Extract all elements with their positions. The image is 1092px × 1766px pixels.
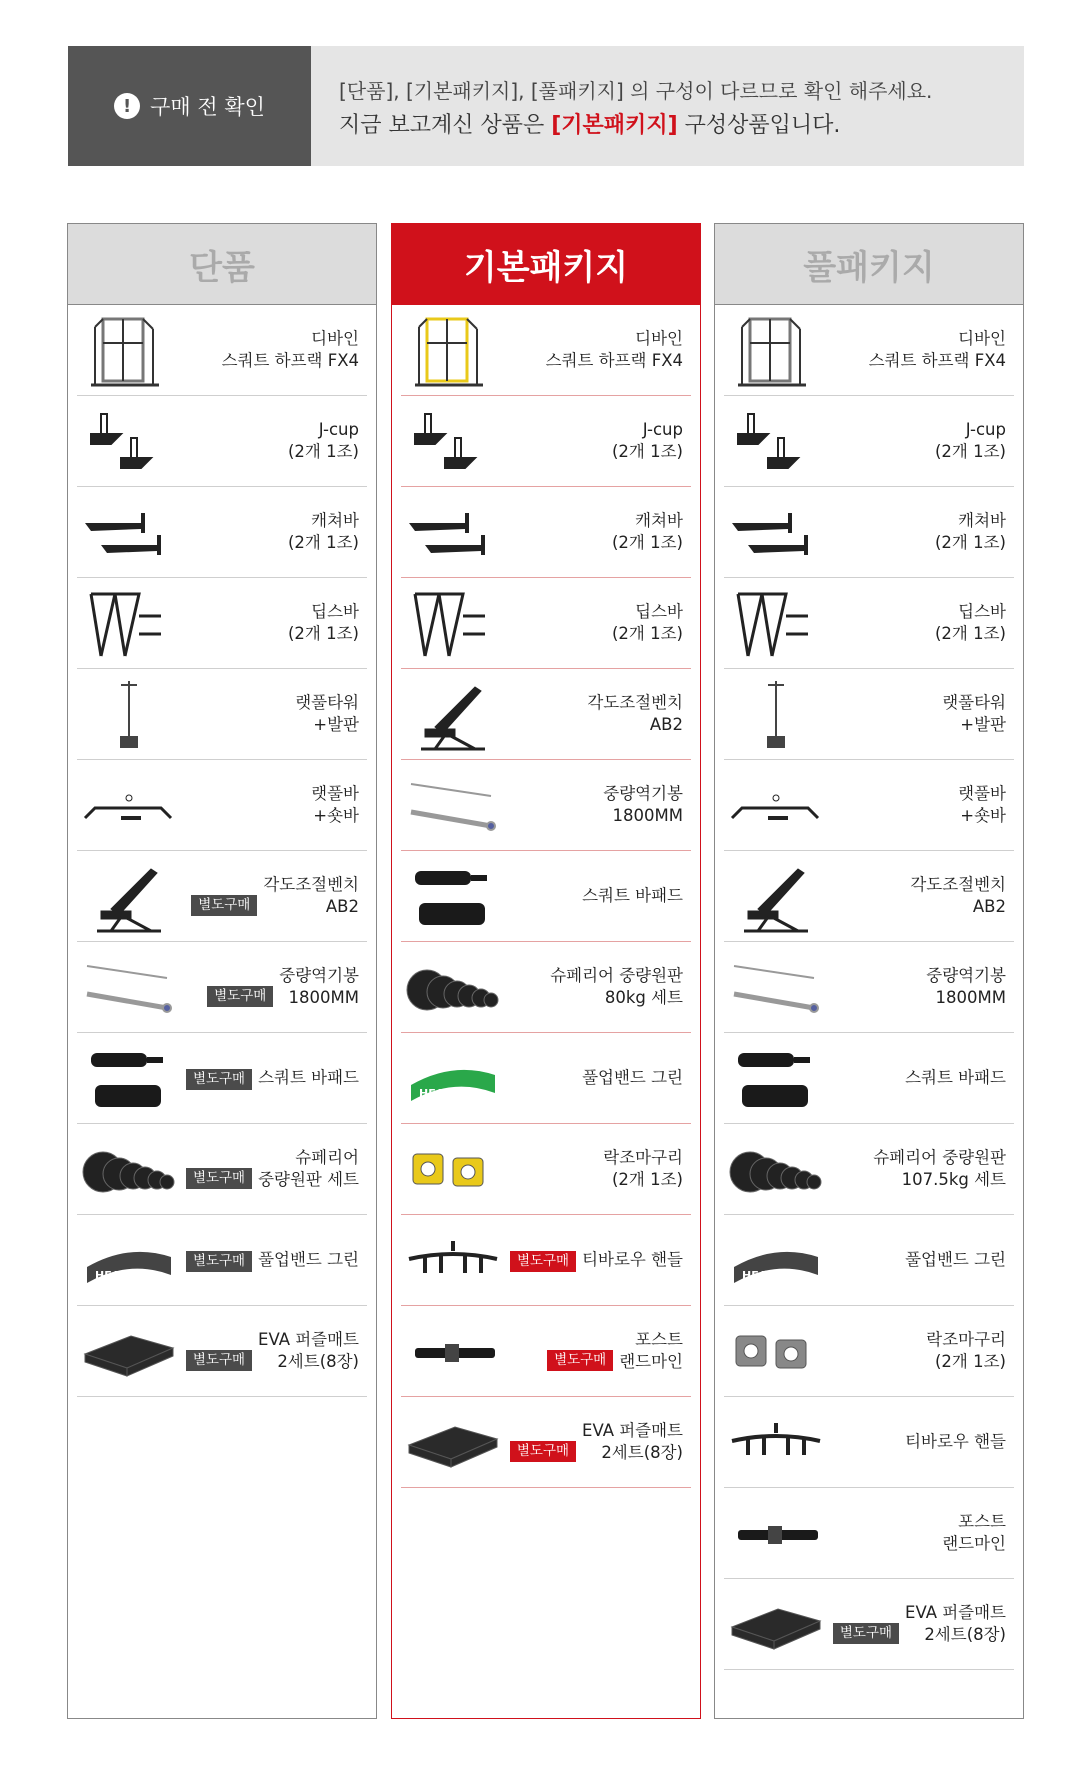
product-name-line: 2세트(8장) — [601, 1443, 683, 1462]
product-name-line: (2개 1조) — [288, 533, 359, 552]
product-name-line: 티바로우 핸들 — [582, 1250, 683, 1269]
product-name-line: 각도조절벤치 — [263, 875, 359, 894]
j-cup-icon — [81, 404, 177, 478]
svg-text:HEALTH: HEALTH — [742, 1269, 790, 1282]
puzzle-mat-icon — [405, 1405, 501, 1479]
product-name-line: 딥스바 — [635, 602, 683, 621]
barbell-icon — [405, 768, 501, 842]
product-row — [401, 1033, 691, 1124]
product-name-line: AB2 — [649, 715, 683, 734]
product-row — [401, 851, 691, 942]
product-name — [288, 396, 359, 486]
product-name-line: (2개 1조) — [612, 533, 683, 552]
catcher-bar-icon — [728, 495, 824, 569]
product-row — [724, 760, 1014, 851]
puzzle-mat-icon — [81, 1314, 177, 1388]
lat-pull-tower-icon — [728, 677, 824, 751]
t-bar-row-handle-icon — [728, 1405, 824, 1479]
power-rack-icon — [81, 313, 177, 387]
pullup-band-icon — [728, 1223, 824, 1297]
product-name-line: 풀업밴드 그린 — [905, 1250, 1006, 1269]
product-name — [258, 1215, 359, 1305]
product-name-line: 딥스바 — [311, 602, 359, 621]
column-full-package — [714, 223, 1024, 1719]
product-name-line: 스쿼트 바패드 — [582, 886, 683, 905]
power-rack-icon — [728, 313, 824, 387]
svg-text:HEALTH: HEALTH — [95, 1269, 143, 1282]
product-row — [77, 1033, 367, 1124]
catcher-bar-icon — [405, 495, 501, 569]
product-row — [724, 396, 1014, 487]
product-name-line: 랜드마인 — [619, 1352, 683, 1371]
lat-pull-bar-icon — [81, 768, 177, 842]
product-name-line: 1800MM — [612, 806, 683, 825]
catcher-bar-icon — [81, 495, 177, 569]
separate-purchase-badge: 별도구매 — [547, 1350, 613, 1371]
product-row — [401, 760, 691, 851]
product-row — [724, 1215, 1014, 1306]
product-name — [258, 1124, 359, 1214]
product-name — [546, 305, 683, 395]
notice-line-1: [단품], [기본패키지], [풀패키지] 의 구성이 다르므로 확인 해주세요. — [339, 79, 933, 103]
separate-purchase-badge: 별도구매 — [186, 1350, 252, 1371]
product-name-line: 107.5kg 세트 — [901, 1170, 1006, 1189]
product-row — [401, 578, 691, 669]
column-single — [67, 223, 377, 1719]
product-name-line: 디바인 — [958, 329, 1006, 348]
dip-bar-icon — [81, 586, 177, 660]
product-row — [77, 487, 367, 578]
product-name — [582, 1215, 683, 1305]
product-row — [77, 1124, 367, 1215]
weight-plates-icon — [728, 1132, 824, 1206]
product-name-line: EVA 퍼즐매트 — [905, 1603, 1006, 1622]
product-name — [935, 487, 1006, 577]
pullup-band-icon — [81, 1223, 177, 1297]
product-row — [77, 305, 367, 396]
dip-bar-icon — [728, 586, 824, 660]
product-name-line: 슈페리어 중량원판 — [873, 1148, 1006, 1167]
product-name — [935, 396, 1006, 486]
product-name — [942, 669, 1006, 759]
column-title: 기본패키지 — [392, 224, 700, 305]
product-row — [724, 851, 1014, 942]
product-row — [77, 396, 367, 487]
product-name-line: AB2 — [325, 897, 359, 916]
dip-bar-icon — [405, 586, 501, 660]
exclamation-icon: ! — [114, 93, 140, 119]
product-name — [926, 942, 1006, 1032]
squat-pad-icon — [81, 1041, 177, 1115]
product-name — [582, 1033, 683, 1123]
product-name — [619, 1306, 683, 1396]
product-name-line: 중량역기봉 — [603, 784, 683, 803]
product-row — [724, 1579, 1014, 1670]
product-name — [869, 305, 1006, 395]
product-name-line: (2개 1조) — [935, 533, 1006, 552]
product-row — [724, 1397, 1014, 1488]
product-row — [724, 578, 1014, 669]
product-row — [401, 1215, 691, 1306]
product-name — [612, 396, 683, 486]
product-name — [311, 760, 359, 850]
adjustable-bench-icon — [405, 677, 501, 751]
product-name-line: EVA 퍼즐매트 — [582, 1421, 683, 1440]
separate-purchase-badge: 별도구매 — [186, 1168, 252, 1189]
product-name-line: 캐쳐바 — [311, 511, 359, 530]
product-name-line: 80kg 세트 — [604, 988, 683, 1007]
notice-line-2 — [339, 108, 1024, 144]
product-name-line: 랫풀바 — [311, 784, 359, 803]
adjustable-bench-icon — [81, 859, 177, 933]
product-name — [258, 1033, 359, 1123]
product-row — [77, 578, 367, 669]
product-row — [401, 1397, 691, 1488]
product-name-line: 디바인 — [635, 329, 683, 348]
product-name-line: 랫풀타워 — [942, 693, 1006, 712]
product-name — [603, 1124, 683, 1214]
product-name-line: 스쿼트 하프랙 FX4 — [868, 351, 1006, 370]
product-name — [582, 851, 683, 941]
product-row — [401, 305, 691, 396]
product-name-line: 각도조절벤치 — [910, 875, 1006, 894]
product-name — [587, 669, 683, 759]
product-name — [942, 1488, 1006, 1578]
product-name — [258, 1306, 359, 1396]
t-bar-row-handle-icon — [405, 1223, 501, 1297]
product-name-line: 각도조절벤치 — [587, 693, 683, 712]
product-name — [905, 1579, 1006, 1669]
product-name — [582, 1397, 683, 1487]
product-row — [401, 1306, 691, 1397]
product-name — [603, 760, 683, 850]
separate-purchase-badge: 별도구매 — [510, 1441, 576, 1462]
product-row — [724, 942, 1014, 1033]
product-name-line: 락조마구리 — [926, 1330, 1006, 1349]
product-name — [935, 578, 1006, 668]
notice-line-2-post: 구성상품입니다. — [677, 113, 841, 138]
product-name-line: EVA 퍼즐매트 — [258, 1330, 359, 1349]
product-name-line: (2개 1조) — [612, 624, 683, 643]
product-name — [550, 942, 683, 1032]
separate-purchase-badge: 별도구매 — [186, 1251, 252, 1272]
product-name-line: 중량역기봉 — [926, 966, 1006, 985]
notice-line-2-pre: 지금 보고계신 상품은 — [339, 113, 552, 138]
product-name-line: 디바인 — [311, 329, 359, 348]
separate-purchase-badge: 별도구매 — [191, 895, 257, 916]
product-name-line: (2개 1조) — [935, 1352, 1006, 1371]
product-name-line: 1800MM — [288, 988, 359, 1007]
product-row — [401, 669, 691, 760]
product-name-line: (2개 1조) — [288, 442, 359, 461]
product-name — [905, 1033, 1006, 1123]
product-row — [401, 487, 691, 578]
product-name-line: +숏바 — [960, 806, 1006, 825]
product-name-line: 랜드마인 — [942, 1534, 1006, 1553]
product-row — [77, 1306, 367, 1397]
product-row — [724, 487, 1014, 578]
product-name — [295, 669, 359, 759]
product-name-line: +발판 — [960, 715, 1006, 734]
separate-purchase-badge: 별도구매 — [510, 1251, 576, 1272]
column-basic-package — [391, 223, 701, 1719]
product-name-line: 스쿼트 하프랙 FX4 — [221, 351, 359, 370]
product-name-line: (2개 1조) — [612, 442, 683, 461]
product-name-line: 슈페리어 — [295, 1148, 359, 1167]
product-name-line: AB2 — [972, 897, 1006, 916]
separate-purchase-badge: 별도구매 — [186, 1069, 252, 1090]
product-name-line: 중량원판 세트 — [258, 1170, 359, 1189]
lat-pull-bar-icon — [728, 768, 824, 842]
product-name — [612, 487, 683, 577]
puzzle-mat-icon — [728, 1587, 824, 1661]
product-name-line: 1800MM — [935, 988, 1006, 1007]
product-name — [288, 487, 359, 577]
product-row — [724, 1033, 1014, 1124]
barbell-icon — [728, 950, 824, 1024]
product-name-line: 티바로우 핸들 — [905, 1432, 1006, 1451]
product-name-line: 랫풀타워 — [295, 693, 359, 712]
product-name-line: J-cup — [318, 420, 359, 439]
lock-collar-icon — [405, 1132, 501, 1206]
product-name-line: 포스트 — [635, 1330, 683, 1349]
product-name — [958, 760, 1006, 850]
notice-label: 구매 전 확인 — [150, 95, 265, 119]
purchase-notice — [68, 46, 1024, 166]
product-name-line: 슈페리어 중량원판 — [550, 966, 683, 985]
product-name-line: 풀업밴드 그린 — [258, 1250, 359, 1269]
column-title: 풀패키지 — [715, 224, 1023, 305]
product-name-line: (2개 1조) — [935, 442, 1006, 461]
svg-text:HEALTH: HEALTH — [419, 1087, 467, 1100]
product-name — [910, 851, 1006, 941]
product-name-line: (2개 1조) — [288, 624, 359, 643]
notice-label-box — [68, 46, 311, 166]
product-name — [926, 1306, 1006, 1396]
product-row — [77, 851, 367, 942]
product-name-line: 랫풀바 — [958, 784, 1006, 803]
product-name-line: 딥스바 — [958, 602, 1006, 621]
product-row — [724, 669, 1014, 760]
product-name-line: J-cup — [965, 420, 1006, 439]
product-row — [724, 305, 1014, 396]
product-name-line: 캐쳐바 — [635, 511, 683, 530]
notice-message — [311, 46, 1024, 166]
product-name-line: 풀업밴드 그린 — [582, 1068, 683, 1087]
pullup-band-icon — [405, 1041, 501, 1115]
product-name — [905, 1397, 1006, 1487]
product-name — [288, 578, 359, 668]
j-cup-icon — [728, 404, 824, 478]
product-row — [401, 1124, 691, 1215]
product-name — [905, 1215, 1006, 1305]
product-row — [77, 760, 367, 851]
product-row — [724, 1488, 1014, 1579]
product-row — [724, 1124, 1014, 1215]
j-cup-icon — [405, 404, 501, 478]
separate-purchase-badge: 별도구매 — [833, 1623, 899, 1644]
product-name-line: +숏바 — [313, 806, 359, 825]
product-name — [222, 305, 359, 395]
product-name-line: 스쿼트 하프랙 FX4 — [545, 351, 683, 370]
product-name — [263, 851, 359, 941]
product-name — [873, 1124, 1006, 1214]
squat-pad-icon — [405, 859, 501, 933]
squat-pad-icon — [728, 1041, 824, 1115]
product-name-line: 2세트(8장) — [277, 1352, 359, 1371]
product-name-line: 스쿼트 바패드 — [905, 1068, 1006, 1087]
landmine-icon — [728, 1496, 824, 1570]
notice-highlight: [기본패키지] — [551, 113, 678, 138]
power-rack-icon — [405, 313, 501, 387]
product-name-line: (2개 1조) — [612, 1170, 683, 1189]
product-row — [77, 942, 367, 1033]
column-title: 단품 — [68, 224, 376, 305]
product-name-line: 캐쳐바 — [958, 511, 1006, 530]
separate-purchase-badge: 별도구매 — [207, 986, 273, 1007]
product-row — [77, 1215, 367, 1306]
product-row — [401, 942, 691, 1033]
product-name — [612, 578, 683, 668]
lat-pull-tower-icon — [81, 677, 177, 751]
barbell-icon — [81, 950, 177, 1024]
product-name-line: 락조마구리 — [603, 1148, 683, 1167]
product-name-line: J-cup — [642, 420, 683, 439]
product-name-line: (2개 1조) — [935, 624, 1006, 643]
product-row — [724, 1306, 1014, 1397]
landmine-icon — [405, 1314, 501, 1388]
product-name-line: 중량역기봉 — [279, 966, 359, 985]
product-row — [77, 669, 367, 760]
lock-collar-icon — [728, 1314, 824, 1388]
product-name-line: 스쿼트 바패드 — [258, 1068, 359, 1087]
product-row — [401, 396, 691, 487]
product-name — [279, 942, 359, 1032]
adjustable-bench-icon — [728, 859, 824, 933]
weight-plates-icon — [405, 950, 501, 1024]
product-name-line: 포스트 — [958, 1512, 1006, 1531]
weight-plates-icon — [81, 1132, 177, 1206]
product-name-line: 2세트(8장) — [924, 1625, 1006, 1644]
product-name-line: +발판 — [313, 715, 359, 734]
